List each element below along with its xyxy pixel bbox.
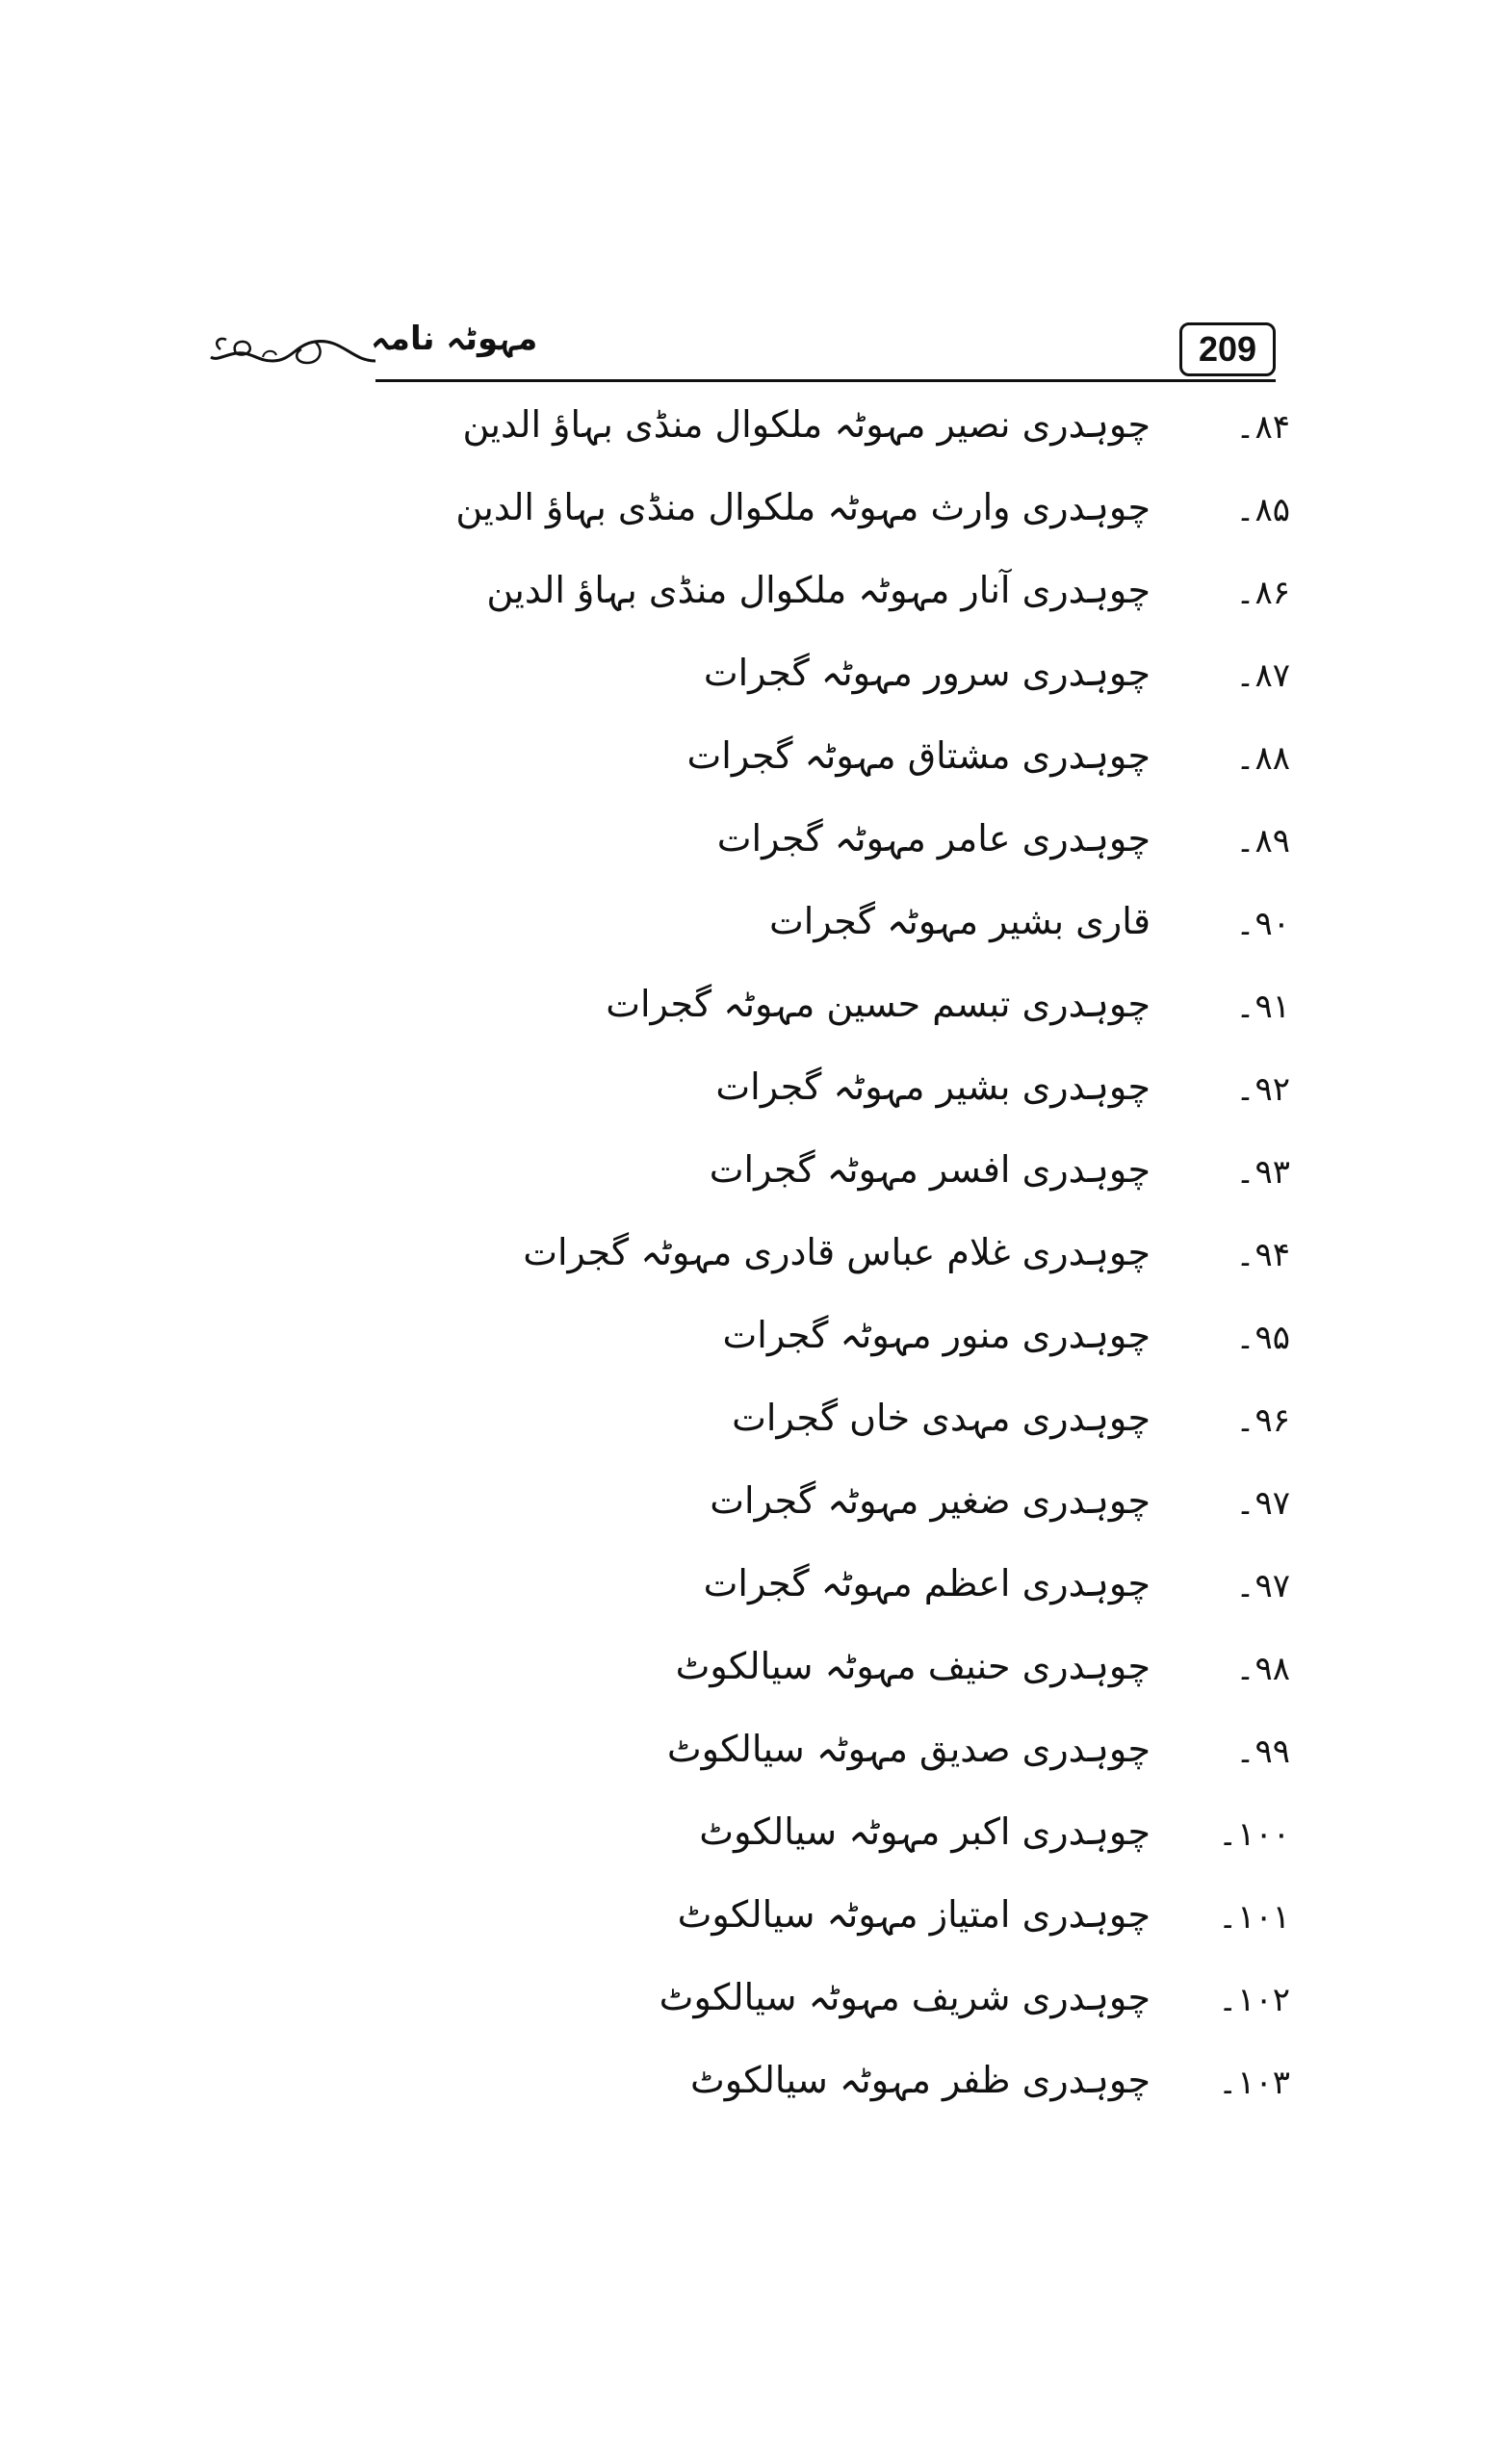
- item-number: ۱۰۳۔: [1218, 2064, 1290, 2102]
- list-item: [481, 555, 1290, 638]
- item-number: ۹۲۔: [1235, 1070, 1290, 1109]
- list-item: [481, 1714, 1290, 1797]
- item-number: ۹۳۔: [1235, 1153, 1290, 1192]
- item-number: ۱۰۲۔: [1218, 1981, 1290, 2019]
- item-text: چوہدری صدیق مہوٹہ سیالکوٹ: [666, 1728, 1151, 1770]
- item-number: ۹۷۔: [1235, 1567, 1290, 1605]
- item-number: ۹۹۔: [1235, 1732, 1290, 1771]
- item-number: ۸۶۔: [1235, 574, 1290, 612]
- list-item: [481, 1300, 1290, 1383]
- book-title: مہوٹہ نامہ: [371, 320, 538, 358]
- list-item: [481, 1797, 1290, 1880]
- list-item: [481, 1466, 1290, 1549]
- item-text: چوہدری امتیاز مہوٹہ سیالکوٹ: [677, 1893, 1151, 1936]
- item-text: چوہدری آنار مہوٹہ ملکوال منڈی بہاؤ الدین: [486, 569, 1151, 611]
- item-number: ۹۴۔: [1235, 1236, 1290, 1274]
- page-number: 209: [1179, 322, 1276, 376]
- item-text: چوہدری عامر مہوٹہ گجرات: [716, 817, 1151, 860]
- item-text: چوہدری تبسم حسین مہوٹہ گجرات: [606, 983, 1151, 1025]
- item-number: ۹۵۔: [1235, 1319, 1290, 1357]
- item-text: چوہدری شریف مہوٹہ سیالکوٹ: [659, 1976, 1151, 2018]
- name-list: [455, 390, 1290, 2128]
- item-text: چوہدری غلام عباس قادری مہوٹہ گجرات: [523, 1231, 1151, 1273]
- item-text: چوہدری مہدی خاں گجرات: [732, 1397, 1151, 1439]
- header-rule: [375, 379, 1276, 382]
- item-number: ۱۰۰۔: [1218, 1815, 1290, 1854]
- item-number: ۹۶۔: [1235, 1401, 1290, 1440]
- floral-flourish-icon: [207, 328, 385, 376]
- item-number: ۹۷۔: [1235, 1484, 1290, 1523]
- item-text: قاری بشیر مہوٹہ گجرات: [769, 900, 1151, 942]
- list-item: [481, 1631, 1290, 1714]
- list-item: [462, 390, 1290, 473]
- item-text: چوہدری منور مہوٹہ گجرات: [722, 1314, 1151, 1356]
- list-item: [481, 1549, 1290, 1631]
- item-text: چوہدری حنیف مہوٹہ سیالکوٹ: [675, 1645, 1151, 1687]
- item-number: ۸۹۔: [1235, 822, 1290, 860]
- item-number: ۸۵۔: [1235, 491, 1290, 529]
- list-item: [481, 804, 1290, 886]
- list-item: [481, 1383, 1290, 1466]
- list-item: [481, 638, 1290, 721]
- list-item: [481, 969, 1290, 1052]
- item-text: چوہدری نصیر مہوٹہ ملکوال منڈی بہاؤ الدین: [462, 403, 1151, 446]
- list-item: [455, 473, 1290, 555]
- item-text: چوہدری وارث مہوٹہ ملکوال منڈی بہاؤ الدین: [455, 486, 1151, 528]
- list-item: [481, 886, 1290, 969]
- item-text: چوہدری اکبر مہوٹہ سیالکوٹ: [699, 1810, 1151, 1853]
- item-text: چوہدری افسر مہوٹہ گجرات: [709, 1148, 1151, 1191]
- item-number: ۹۰۔: [1235, 905, 1290, 943]
- list-item: [481, 721, 1290, 804]
- item-number: ۸۴۔: [1235, 408, 1290, 447]
- item-number: ۸۷۔: [1235, 656, 1290, 695]
- item-text: چوہدری ظفر مہوٹہ سیالکوٹ: [689, 2059, 1151, 2101]
- item-text: چوہدری سرور مہوٹہ گجرات: [703, 652, 1151, 694]
- item-number: ۹۸۔: [1235, 1650, 1290, 1688]
- item-number: ۱۰۱۔: [1218, 1898, 1290, 1937]
- item-text: چوہدری ضغیر مہوٹہ گجرات: [710, 1479, 1151, 1522]
- item-text: چوہدری بشیر مہوٹہ گجرات: [715, 1065, 1151, 1108]
- list-item: [481, 2045, 1290, 2128]
- list-item: [481, 1963, 1290, 2045]
- page-header: [207, 322, 1276, 390]
- item-text: چوہدری مشتاق مہوٹہ گجرات: [686, 734, 1151, 777]
- item-text: چوہدری اعظم مہوٹہ گجرات: [703, 1562, 1151, 1604]
- item-number: ۹۱۔: [1235, 988, 1290, 1026]
- list-item: [481, 1135, 1290, 1218]
- list-item: [481, 1880, 1290, 1963]
- list-item: [481, 1218, 1290, 1300]
- list-item: [481, 1052, 1290, 1135]
- item-number: ۸۸۔: [1235, 739, 1290, 778]
